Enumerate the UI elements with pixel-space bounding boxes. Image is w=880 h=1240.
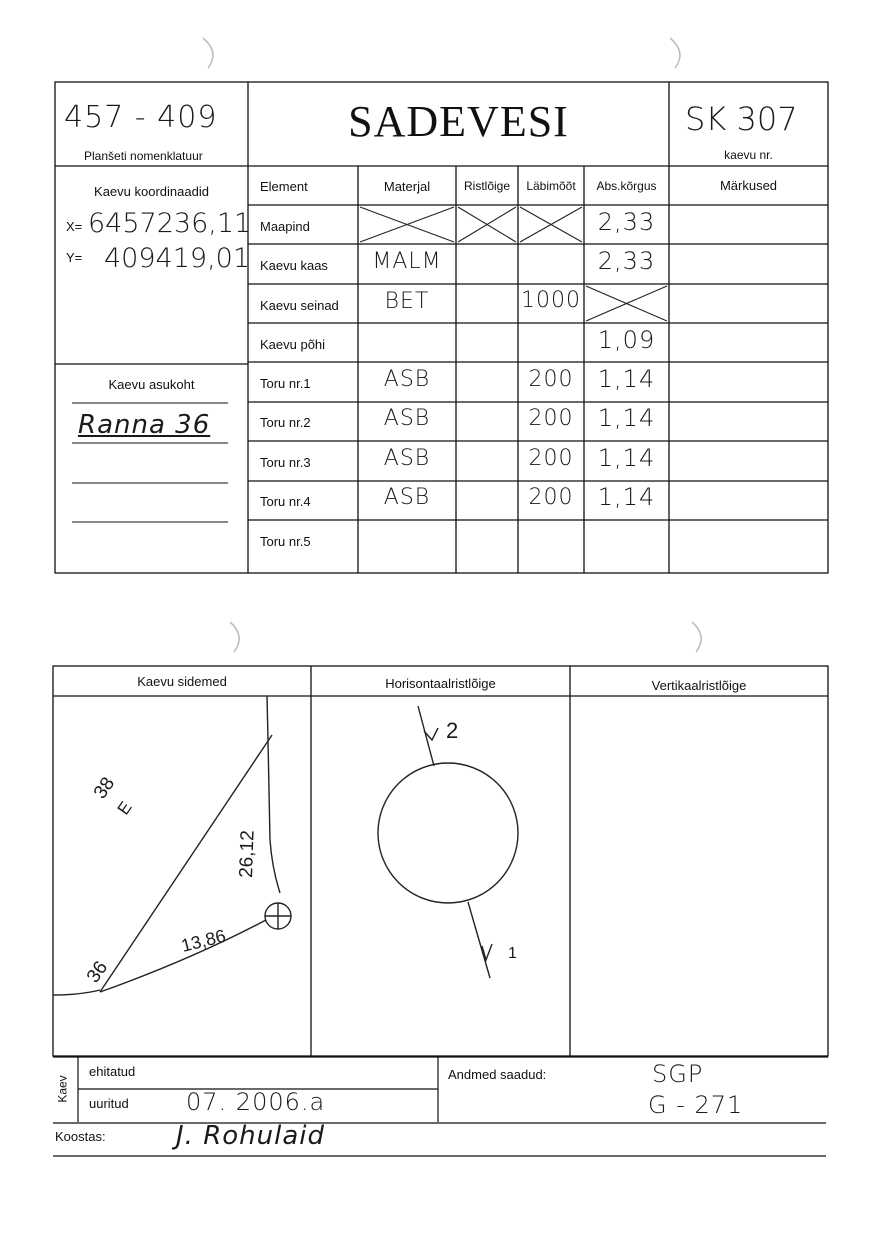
row-abs-height: 1,14 xyxy=(597,365,656,393)
panel-ties-title: Kaevu sidemed xyxy=(137,674,227,689)
row-diameter: 200 xyxy=(528,485,574,510)
row-material: ASB xyxy=(383,406,431,431)
row-diameter: 200 xyxy=(528,446,574,471)
row-diameter: 1000 xyxy=(521,288,581,313)
row-abs-height: 2,33 xyxy=(597,208,656,236)
col-header-abs-height: Abs.kõrgus xyxy=(596,179,657,193)
map-sheet-value: 457 - 409 xyxy=(64,100,218,135)
col-header-cross-section: Ristlõige xyxy=(463,179,511,193)
coordinates-label: Kaevu koordinaadid xyxy=(94,184,209,199)
data-source-value-1: SGP xyxy=(652,1060,704,1088)
location-label: Kaevu asukoht xyxy=(108,377,195,392)
ties-house-label: 36 xyxy=(82,957,113,987)
row-element: Toru nr.5 xyxy=(260,534,311,549)
ties-distance-1: 26,12 xyxy=(236,829,259,879)
well-number-label: kaevu nr. xyxy=(724,148,773,162)
horizontal-sketch xyxy=(378,706,518,978)
row-diameter: 200 xyxy=(528,367,574,392)
row-abs-height: 1,14 xyxy=(597,483,656,511)
row-element: Toru nr.4 xyxy=(260,494,311,509)
row-abs-height: 2,33 xyxy=(597,247,656,275)
data-source-value-2: G - 271 xyxy=(648,1091,744,1119)
ties-e-label: E xyxy=(113,798,136,819)
y-label: Y= xyxy=(66,250,83,265)
col-header-element: Element xyxy=(260,179,308,194)
page-title: SADEVESI xyxy=(348,97,569,146)
panel-horizontal-title: Horisontaalristlõige xyxy=(385,676,496,691)
row-element: Toru nr.1 xyxy=(260,376,311,391)
location-value: Ranna 36 xyxy=(78,410,211,440)
row-element: Kaevu kaas xyxy=(260,258,328,273)
well-number-value: SK 307 xyxy=(685,100,798,138)
row-element: Kaevu põhi xyxy=(260,337,326,352)
surveyed-value: 07. 2006.a xyxy=(186,1088,326,1116)
col-header-diameter: Läbimõõt xyxy=(526,179,576,193)
compiled-value: J. Rohulaid xyxy=(176,1121,326,1151)
row-diameter: 200 xyxy=(528,406,574,431)
row-abs-height: 1,14 xyxy=(597,444,656,472)
row-abs-height: 1,14 xyxy=(597,404,656,432)
built-label: ehitatud xyxy=(89,1064,136,1079)
row-material: ASB xyxy=(383,485,431,510)
col-header-notes: Märkused xyxy=(719,178,778,193)
row-material: ASB xyxy=(383,446,431,471)
row-element: Kaevu seinad xyxy=(260,298,339,313)
x-coordinate: 6457236,11 xyxy=(88,208,252,239)
x-label: X= xyxy=(66,219,83,234)
map-sheet-label: Planšeti nomenklatuur xyxy=(84,149,203,163)
lower-sketch-panels xyxy=(0,600,880,1060)
ties-distance-2: 13,86 xyxy=(179,925,228,956)
surveyed-label: uuritud xyxy=(89,1096,129,1111)
pipe-label-top: 2 xyxy=(446,718,459,743)
row-element: Maapind xyxy=(260,219,310,234)
row-material: MALM xyxy=(372,249,442,274)
row-material: ASB xyxy=(383,367,431,392)
y-coordinate: 409419,01 xyxy=(104,243,251,274)
compiled-label: Koostas: xyxy=(55,1129,106,1144)
row-material: BET xyxy=(384,289,430,314)
ties-house-far-label: 38 xyxy=(89,773,120,803)
col-header-material: Materjal xyxy=(383,179,431,194)
footer-side-label: Kaev xyxy=(55,1075,70,1103)
panel-vertical-title: Vertikaalristlõige xyxy=(651,678,747,693)
row-abs-height: 1,09 xyxy=(597,326,656,354)
data-source-label: Andmed saadud: xyxy=(448,1067,547,1082)
row-element: Toru nr.3 xyxy=(260,455,311,470)
pipe-label-bottom: 1 xyxy=(508,945,517,962)
row-element: Toru nr.2 xyxy=(260,415,311,430)
